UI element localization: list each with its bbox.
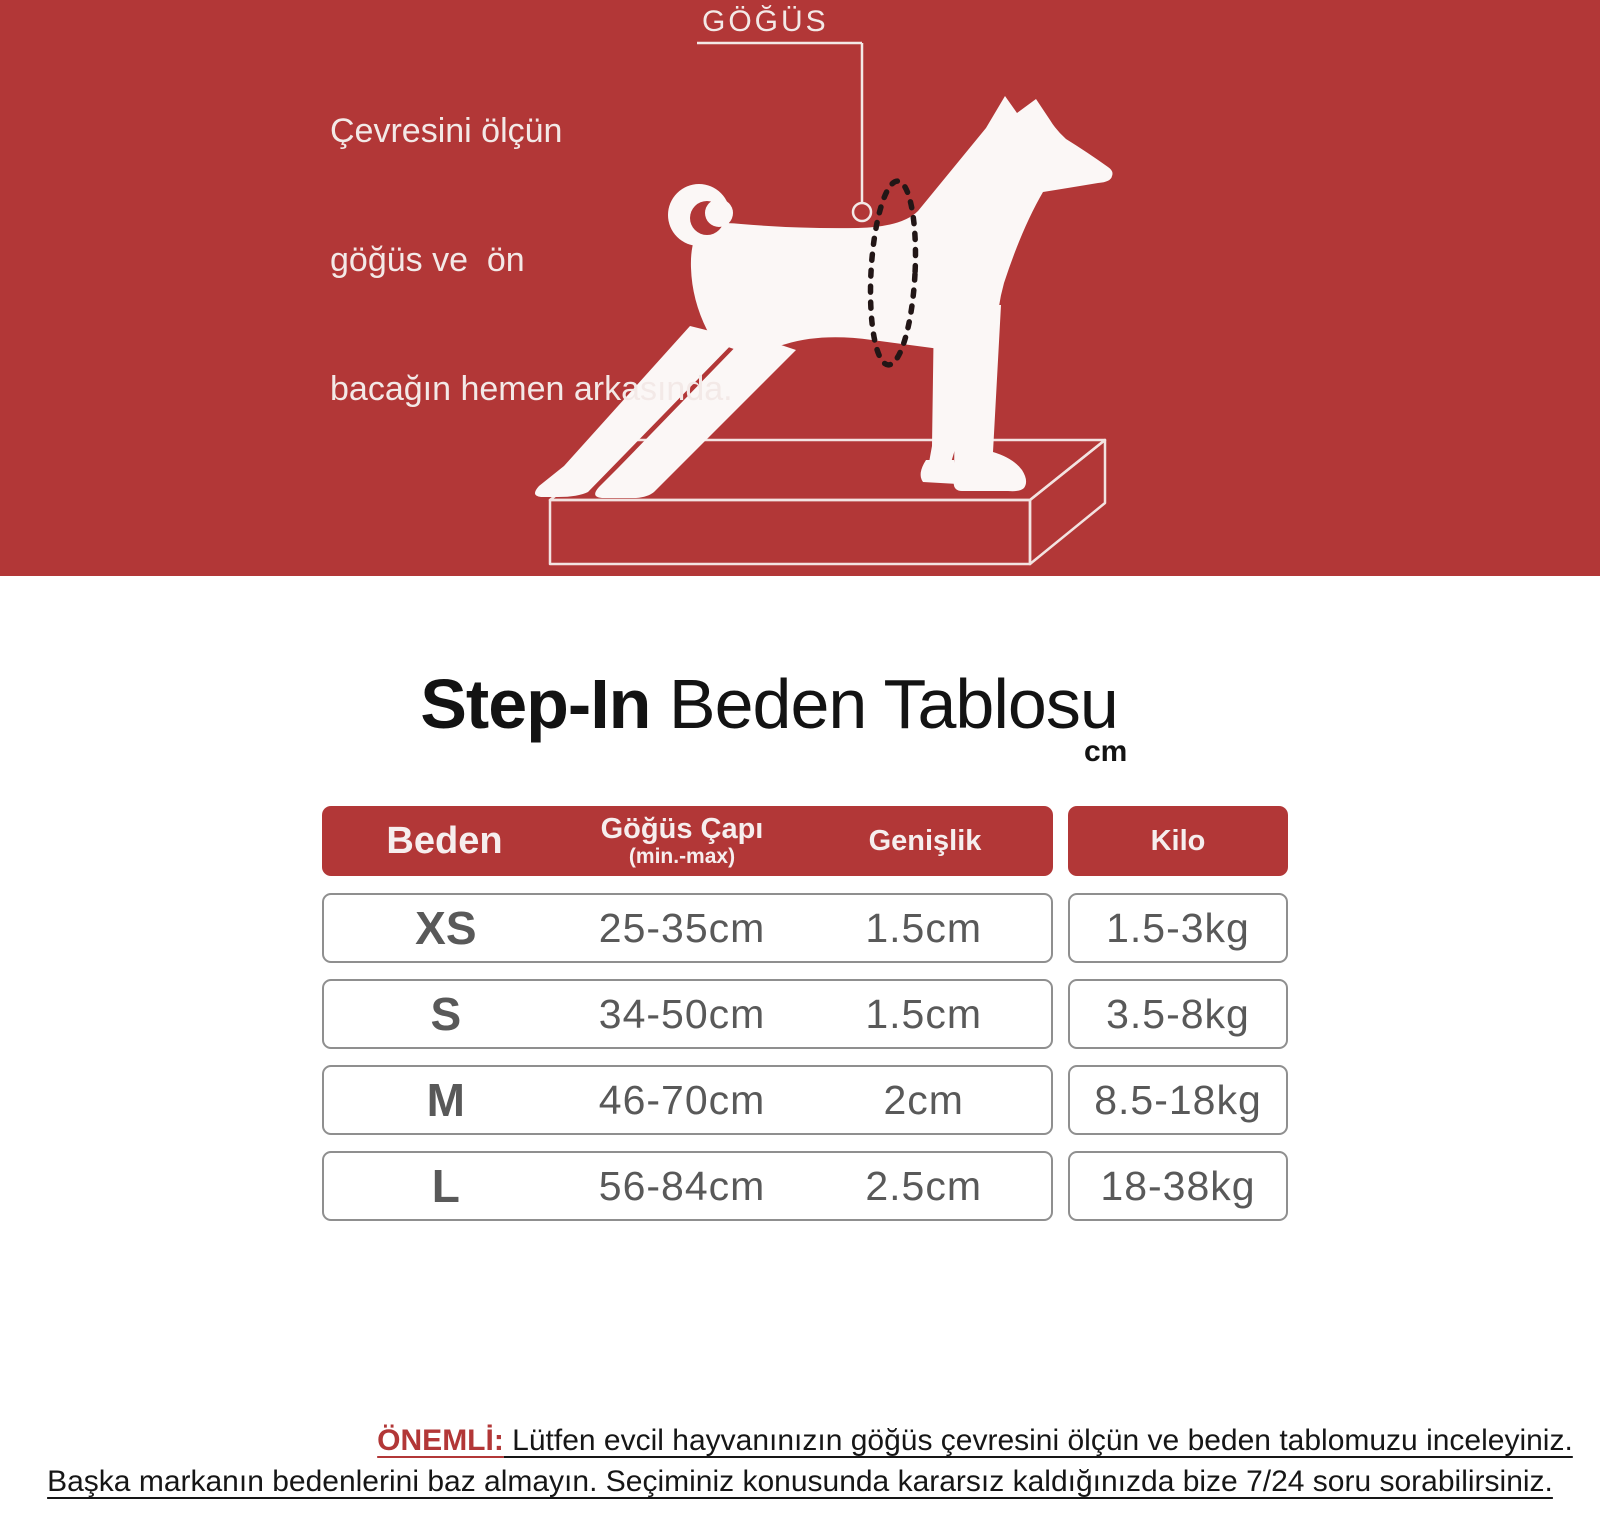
product-name: Step-In [420, 665, 651, 743]
chest-cell: 56-84cm [598, 1162, 766, 1209]
unit-label: cm [1084, 735, 1128, 768]
weight-value: 18-38kg [1100, 1162, 1256, 1209]
table-header-main [322, 806, 1053, 876]
weight-value: 3.5-8kg [1106, 990, 1250, 1037]
header-chest-sub: (min.-max) [628, 845, 736, 868]
size-cell: S [430, 988, 462, 1040]
size-cell: M [426, 1074, 465, 1126]
chest-cell: 25-35cm [598, 904, 766, 951]
instruction-line: göğüs ve ön [330, 241, 525, 279]
table-row-m [322, 1065, 1053, 1135]
title-rest: Beden Tablosu [650, 665, 1118, 743]
header-width: Genişlik [868, 824, 982, 857]
important-text-2: Başka markanın bedenlerini baz almayın. Seçiminiz konusunda kararsız kaldığınızda bize 7/24 soru sorabilirsiniz. [47, 1465, 1553, 1498]
table-row-l [322, 1151, 1053, 1221]
width-cell: 1.5cm [865, 990, 983, 1037]
chest-label: GÖĞÜS [702, 5, 829, 38]
weight-cell-l [1068, 1151, 1288, 1221]
measure-instruction-text [330, 24, 733, 497]
size-cell: L [431, 1160, 460, 1212]
chest-cell: 46-70cm [598, 1076, 766, 1123]
weight-cell-xs [1068, 893, 1288, 963]
table-row-xs [322, 893, 1053, 963]
width-cell: 2.5cm [865, 1162, 983, 1209]
chest-cell: 34-50cm [598, 990, 766, 1037]
instruction-line: Çevresini ölçün [330, 112, 563, 150]
width-cell: 1.5cm [865, 904, 983, 951]
important-text: Lütfen evcil hayvanınızın göğüs çevresini ölçün ve beden tablomuzu inceleyiniz. [503, 1424, 1573, 1457]
page-title [420, 664, 1118, 744]
measurement-banner [0, 0, 1600, 576]
important-note-line2 [47, 1465, 1553, 1499]
important-label: ÖNEMLİ: [377, 1424, 504, 1457]
table-header-weight [1068, 806, 1288, 876]
size-cell: XS [415, 902, 477, 954]
header-size: Beden [386, 819, 503, 862]
instruction-line: bacağın hemen arkasında. [330, 370, 733, 408]
header-chest-label: Göğüs Çapı [600, 813, 764, 845]
dog-measurement-illustration [0, 0, 1600, 576]
important-note-line1 [377, 1424, 1573, 1458]
weight-value: 1.5-3kg [1106, 904, 1250, 951]
header-chest [567, 815, 797, 867]
weight-cell-s [1068, 979, 1288, 1049]
table-row-s [322, 979, 1053, 1049]
weight-cell-m [1068, 1065, 1288, 1135]
weight-value: 8.5-18kg [1094, 1076, 1262, 1123]
header-weight-label: Kilo [1150, 824, 1206, 857]
width-cell: 2cm [883, 1076, 964, 1123]
